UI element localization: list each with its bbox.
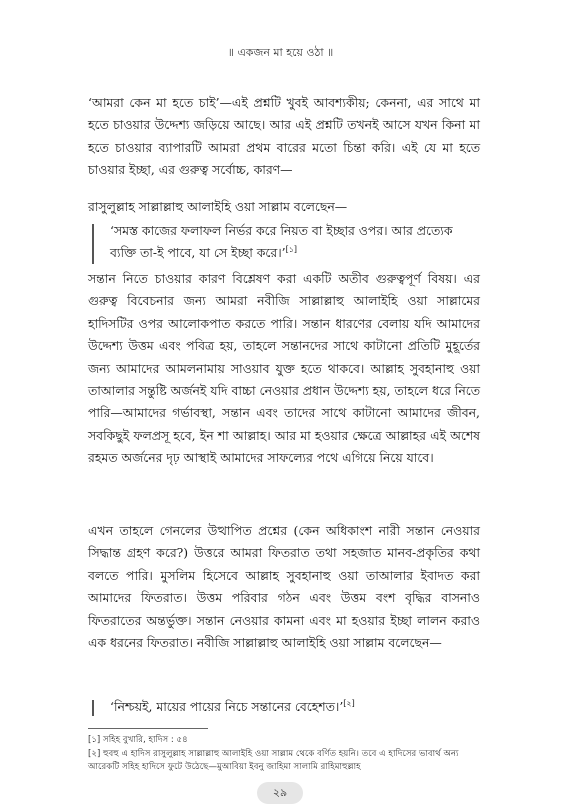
running-head: ॥ একজন মা হয়ে ওঠা ॥ xyxy=(227,46,334,59)
paragraph-fitrah: এখন তাহলে গেনলের উত্থাপিত প্রশ্নের (কেন অধিকাংশ নারী সন্তান নেওয়ার সিদ্ধান্ত গ্রহণ করে?) উত্তরে আমরা ফিতরাত তথা সহজাত মানব-প্রকৃতির কথা বলতে পারি। মুসলিম হিসেবে আল্লাহ সুবহানাহু ওয়া তাআলার ইবাদত করা আমাদের ফিতরাত। উত্তম পরিবার গঠন এবং উত্তম বংশ বৃদ্ধির বাসনাও ফিতরাতের অন্তর্ভুক্ত। সন্তান নেওয়ার কামনা এবং মা হওয়ার ইচ্ছা লালন করাও এক ধরনের ফিতরাত। নবীজি সাল্লাল্লাহু আলাইহি ওয়া সাল্লাম বলেছেন— xyxy=(88,523,480,651)
quote-intention xyxy=(110,220,482,265)
paragraph-analysis: সন্তান নিতে চাওয়ার কারণ বিশ্লেষণ করা একটি অতীব গুরুত্বপূর্ণ বিষয়। এর গুরুত্ব বিবেচনার জন্য আমরা নবীজি সাল্লাল্লাহু আলাইহি ওয়া সাল্লামের হাদিসটির ওপর আলোকপাত করতে পারি। সন্তান ধারণের বেলায় যদি আমাদের উদ্দেশ্য উত্তম এবং পবিত্র হয়, তাহলে সন্তানদের সাথে কাটানো প্রতিটি মুহূর্তের জন্য আমাদের আমলনামায় সাওয়াব যুক্ত হতে থাকবে। আল্লাহ সুবহানাহু ওয়া তাআলার সন্তুষ্টি অর্জনই যদি বাচ্চা নেওয়ার প্রধান উদ্দেশ্য হয়, তাহলে ধরে নিতে পারি—আমাদের গর্ভাবস্থা, সন্তান এবং তাদের সাথে কাটানো আমাদের জীবন, সবকিছুই ফলপ্রসূ হবে, ইন শা আল্লাহ। আর মা হওয়ার ক্ষেত্রে আল্লাহর এই অশেষ রহমত অর্জনের দৃঢ় আস্থাই আমাদের সাফল্যের পথে এগিয়ে নিয়ে যাবে। xyxy=(88,271,480,466)
quote-text: ‘সমস্ত কাজের ফলাফল নির্ভর করে নিয়ত বা ইচ্ছার ওপর। আর প্রত্যেক ব্যক্তি তা-ই পাবে, যা সে ইচ্ছা করে।’ xyxy=(110,223,453,261)
quote-bar xyxy=(92,700,94,716)
footnote-ref-2[interactable]: [২] xyxy=(343,698,355,708)
quote-paradise xyxy=(110,696,482,718)
footnote-divider xyxy=(88,728,208,729)
footnote-ref-1[interactable]: [১] xyxy=(285,245,298,255)
quote-bar xyxy=(92,224,94,264)
quote-text: ‘নিশ্চয়ই, মায়ের পায়ের নিচে সন্তানের বেহেশত।’ xyxy=(110,699,344,714)
page-number: ২৯ xyxy=(257,782,303,804)
footnote-1: [১] সহিহ বুখারি, হাদিস : ৫৪ xyxy=(88,735,188,745)
paragraph-why-motherhood: ‘আমরা কেন মা হতে চাই’—এই প্রশ্নটি খুবই আবশ্যকীয়; কেননা, এর সাথে মা হতে চাওয়ার উদ্দেশ্য জড়িয়ে আছে। আর এই প্রশ্নটি তখনই আসে যখন কিনা মা হতে চাওয়ার ব্যাপারটি আমরা প্রথম বারের মতো চিন্তা করি। এই যে মা হতে চাওয়ার ইচ্ছা, এর গুরুত্ব সর্বোচ্চ, কারণ— xyxy=(88,95,480,178)
paragraph-hadith-intro: রাসুলুল্লাহ সাল্লাল্লাহু আলাইহি ওয়া সাল্লাম বলেছেন— xyxy=(88,199,348,214)
footnote-2: [২] হুবহু এ হাদিস রাসুলুল্লাহ সাল্লাল্লাহু আলাইহি ওয়া সাল্লাম থেকে বর্ণিত হয়নি। তবে এ হাদিসের ভাবার্থ অন্য আরেকটি সহিহ হাদিসে ফুটে উঠেছে—মুআবিয়া ইবনু জাহিমা সালামি রাহিমাহুল্লাহ xyxy=(88,749,459,772)
